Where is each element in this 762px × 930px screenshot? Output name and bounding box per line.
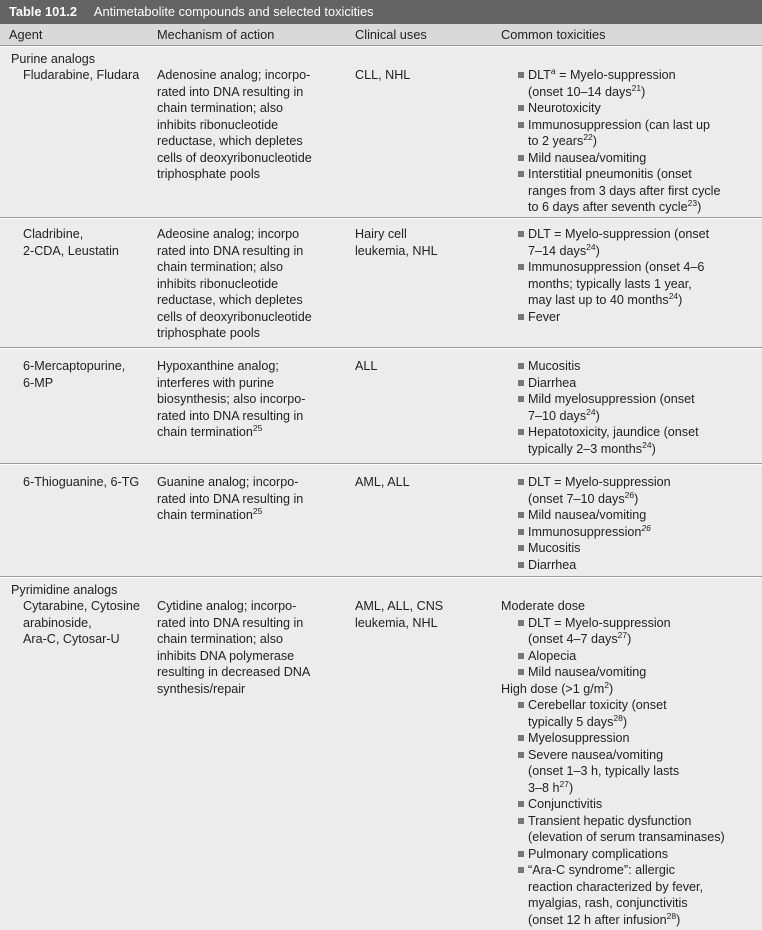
agent-line: 2-CDA, Leustatin: [23, 243, 119, 258]
mechanism-line: chain termination; also: [157, 260, 284, 274]
toxicity-item: Diarrhea: [516, 375, 699, 392]
toxicity-item: Severe nausea/vomiting (onset 1–3 h, typically lasts 3–8 $h^{27}$): [516, 747, 725, 797]
agent-cell: [23, 67, 139, 84]
table-title: Antimetabolite compounds and selected toxicities: [93, 4, 374, 19]
table-row: [0, 349, 762, 464]
uses-line: AML, ALL: [355, 475, 410, 489]
table-row: [0, 465, 762, 577]
mechanism-line: Guanine analog; incorpo-: [157, 475, 299, 489]
toxicity-item: Fever: [516, 309, 709, 326]
moderate-dose-heading: Moderate dose: [501, 599, 586, 613]
header-mechanism: Mechanism of action: [157, 27, 275, 42]
table-number: Table 101.2: [9, 4, 78, 19]
mechanism-line: Hypoxanthine analog;: [157, 359, 279, 373]
agent-line: Cladribine,: [23, 227, 84, 241]
toxicities-cell: [516, 226, 709, 325]
mechanism-line: chain termination; also: [157, 101, 284, 115]
toxicity-item: Conjunctivitis: [516, 796, 725, 813]
mechanism-cell: [157, 358, 305, 441]
toxicity-list: [516, 226, 709, 325]
toxicity-item: Neurotoxicity: [516, 100, 720, 117]
mechanism-line: inhibits ribonucleotide: [157, 117, 279, 132]
toxicity-list: [516, 474, 671, 573]
agent-line: 6-Mercaptopurine,: [23, 359, 126, 373]
agent-cell: [23, 226, 119, 259]
toxicities-cell: [516, 67, 720, 216]
agent-line: arabinoside,: [23, 615, 92, 630]
mechanism-line: rated into DNA resulting in: [157, 84, 304, 99]
table-header-row: [0, 24, 762, 46]
toxicity-item: Mild nausea/vomiting: [516, 150, 720, 167]
uses-line: AML, ALL, CNS: [355, 599, 444, 613]
header-agent: Agent: [9, 27, 43, 42]
group-label-purine: Purine analogs: [11, 52, 96, 66]
uses-cell: [355, 598, 443, 631]
uses-line: ALL: [355, 359, 378, 373]
header-common-toxicities: Common toxicities: [501, 27, 606, 42]
toxicity-item: DLT = Myelo-suppression (onset 7–10 days$^{26}$): [516, 474, 671, 507]
toxicity-item: Immunosuppression$^{26}$: [516, 524, 671, 541]
agent-line: Ara-C, Cytosar-U: [23, 632, 120, 646]
toxicities-cell: [501, 598, 725, 928]
toxicity-item: Interstitial pneumonitis (onset ranges from 3 days after first cycle to 6 days after seventh cycle$^{23}$): [516, 166, 720, 216]
mechanism-line: cells of deoxyribonucleotide: [157, 150, 312, 165]
toxicity-item: Cerebellar toxicity (onset typically 5 days$^{28}$): [516, 697, 725, 730]
uses-line: Hairy cell: [355, 227, 407, 241]
agent-line: 6-Thioguanine, 6-TG: [23, 475, 140, 489]
toxicity-item: $DLT^a$ = Myelo-suppression (onset 10–14 days$^{21}$): [516, 67, 720, 100]
group-label-pyrimidine: Pyrimidine analogs: [11, 583, 118, 597]
toxicity-item: DLT = Myelo-suppression (onset 4–7 days$^{27}$): [516, 615, 725, 648]
toxicity-list: [516, 615, 725, 681]
table-title-bar: [0, 0, 762, 24]
toxicity-item: Hepatotoxicity, jaundice (onset typically 2–3 months$^{24}$): [516, 424, 699, 457]
mechanism-cell: [157, 474, 303, 524]
agent-cell: [23, 358, 125, 391]
uses-cell: [355, 474, 410, 491]
toxicity-item: Transient hepatic dysfunction (elevation of serum transaminases): [516, 813, 725, 846]
uses-cell: [355, 358, 377, 375]
mechanism-cell: [157, 598, 310, 697]
mechanism-cell: [157, 226, 312, 342]
toxicities-cell: [516, 474, 671, 573]
mechanism-line: biosynthesis; also incorpo-: [157, 392, 306, 406]
toxicity-item: Myelosuppression: [516, 730, 725, 747]
table-row: [0, 219, 762, 348]
toxicity-item: Mild myelosuppression (onset 7–10 days$^{24}$): [516, 391, 699, 424]
uses-line: CLL, NHL: [355, 68, 411, 82]
mechanism-line: chain termination; also: [157, 632, 284, 646]
mechanism-cell: [157, 67, 312, 183]
table-row: [0, 578, 762, 930]
toxicity-item: Immunosuppression (can last up to 2 years$^{22}$): [516, 117, 720, 150]
mechanism-line: chain termination$^{25}$: [157, 506, 263, 522]
mechanism-line: triphosphate pools: [157, 326, 260, 340]
mechanism-line: Adenosine analog; incorpo-: [157, 68, 311, 82]
mechanism-line: inhibits ribonucleotide: [157, 276, 279, 291]
toxicity-item: Diarrhea: [516, 557, 671, 574]
toxicity-item: Alopecia: [516, 648, 725, 665]
header-clinical-uses: Clinical uses: [355, 27, 427, 42]
toxicity-item: Immunosuppression (onset 4–6 months; typically lasts 1 year, may last up to 40 months$^{24}$): [516, 259, 709, 309]
agent-line: 6-MP: [23, 375, 54, 390]
uses-line: leukemia, NHL: [355, 243, 438, 258]
toxicities-cell: [516, 358, 699, 457]
mechanism-line: resulting in decreased DNA: [157, 665, 311, 679]
mechanism-line: reductase, which depletes: [157, 293, 303, 307]
table-row: [0, 47, 762, 218]
toxicity-item: Mucositis: [516, 540, 671, 557]
mechanism-line: chain termination$^{25}$: [157, 423, 263, 439]
uses-cell: [355, 226, 438, 259]
uses-cell: [355, 67, 410, 84]
mechanism-line: rated into DNA resulting in: [157, 491, 304, 506]
high-dose-heading: High dose (>1 $g/m^2$): [501, 679, 614, 696]
mechanism-line: synthesis/repair: [157, 681, 246, 696]
mechanism-line: rated into DNA resulting in: [157, 408, 304, 423]
mechanism-line: cells of deoxyribonucleotide: [157, 309, 312, 324]
mechanism-line: triphosphate pools: [157, 167, 260, 181]
toxicity-item: Mild nausea/vomiting: [516, 507, 671, 524]
mechanism-line: Cytidine analog; incorpo-: [157, 599, 297, 613]
toxicity-item: DLT = Myelo-suppression (onset 7–14 days$^{24}$): [516, 226, 709, 259]
toxicity-list: [516, 358, 699, 457]
agent-cell: [23, 474, 139, 491]
toxicity-list: [516, 67, 720, 216]
uses-line: leukemia, NHL: [355, 615, 438, 630]
mechanism-line: reductase, which depletes: [157, 134, 303, 148]
agent-line: Fludarabine, Fludara: [23, 68, 140, 82]
mechanism-line: rated into DNA resulting in: [157, 615, 304, 630]
agent-line: Cytarabine, Cytosine: [23, 599, 140, 613]
toxicity-item: Mucositis: [516, 358, 699, 375]
toxicity-item: “Ara-C syndrome”: allergic reaction characterized by fever, myalgias, rash, conjunctivitis (onset 12 h after infusion$^{28}$): [516, 862, 725, 928]
toxicity-item: Pulmonary complications: [516, 846, 725, 863]
agent-cell: [23, 598, 140, 648]
mechanism-line: inhibits DNA polymerase: [157, 648, 295, 663]
toxicity-list: [516, 697, 725, 928]
toxicity-item: Mild nausea/vomiting: [516, 664, 725, 681]
mechanism-line: Adeosine analog; incorpo: [157, 227, 300, 241]
mechanism-line: interferes with purine: [157, 375, 274, 390]
mechanism-line: rated into DNA resulting in: [157, 243, 304, 258]
